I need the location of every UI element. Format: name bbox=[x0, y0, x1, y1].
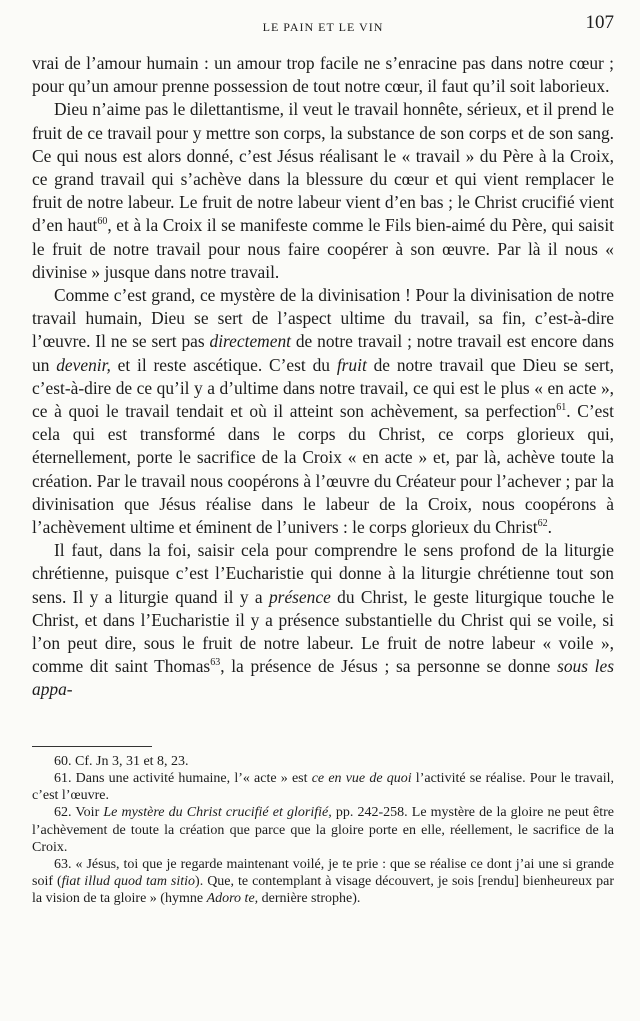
text-run: 60. Cf. Jn 3, 31 et 8, 23. bbox=[54, 753, 189, 769]
text-run: 61. Dans une activité humaine, l’« acte » est bbox=[54, 770, 312, 786]
italic-text: ce en vue de quoi bbox=[311, 770, 412, 786]
text-run: , et à la Croix il se manifeste comme le Fils bien-aimé du Père, qui saisit le fruit de notre travail pour nous faire coopérer à son œuvre. Par là il nous « divinise » jusque dans notre travail. bbox=[32, 215, 614, 282]
text-run: , la présence de Jésus ; sa personne se donne bbox=[220, 656, 558, 677]
text-run: 62. Voir bbox=[54, 805, 104, 821]
italic-text: Adoro te, bbox=[206, 891, 259, 907]
footnote bbox=[32, 770, 614, 804]
footnote-marker: 63 bbox=[210, 657, 221, 669]
footnote-marker: 60 bbox=[97, 216, 108, 228]
text-run: 63. « Jésus, toi que je regarde maintenant voilé, je te prie : que se réalise ce dont j’ai une si grande soif ( bbox=[32, 856, 614, 890]
page-header bbox=[32, 10, 614, 52]
italic-text: Le mystère du Christ crucifié et glorifié, bbox=[103, 805, 332, 821]
body-text bbox=[32, 52, 614, 702]
footnotes bbox=[32, 753, 614, 908]
footnote bbox=[32, 753, 614, 770]
text-run: vrai de l’amour humain : un amour trop facile ne s’enracine pas dans notre cœur ; pour qu’un amour prenne possession de tout notre cœur, il faut qu’il soit laborieux. bbox=[32, 53, 614, 97]
footnote-divider bbox=[32, 746, 152, 747]
text-run: dernière strophe). bbox=[258, 891, 361, 907]
italic-text: directement bbox=[209, 331, 291, 352]
text-run: . C’est cela qui est transformé dans le corps du Christ, ce corps glorieux qui, éternellement, porte le sacrifice de la Croix « en acte » et, par là, achève toute la création. Par le travail nous coopérons à l’œuvre du Créateur pour l’achever ; par la divinisation que Jésus réalise dans le labeur de la Croix, nous coopérons à l’achèvement ultime et éminent de l’univers : le corps glorieux du Christ bbox=[32, 401, 614, 538]
text-run: de notre travail ; notre travail est encore dans un bbox=[32, 331, 614, 375]
text-run: Dieu n’aime pas le dilettantisme, il veut le travail honnête, sérieux, et il prend le fruit de ce travail pour y mettre son corps, la substance de son corps et de son sang. Ce qui nous est alors donné, c’est Jésus réalisant le « travail » du Père à la Croix, ce grand travail qui s’achève dans la blessure du cœur et qui vient remplacer le fruit de notre labeur. Le fruit de notre labeur vient d’en bas ; le Christ crucifié vient d’en haut bbox=[32, 99, 614, 236]
text-run: Comme c’est grand, ce mystère de la divinisation ! Pour la divinisation de notre travail humain, Dieu se sert de l’aspect ultime du travail, sa fin, c’est-à-dire l’œuvre. Il ne se sert pas bbox=[32, 285, 614, 352]
text-run: Il faut, dans la foi, saisir cela pour comprendre le sens profond de la liturgie chrétienne, puisque c’est l’Eucharistie qui donne à la liturgie chrétienne tout son sens. Il y a liturgie quand il y a bbox=[32, 540, 614, 607]
paragraph bbox=[32, 284, 614, 539]
italic-text: devenir, bbox=[56, 354, 111, 375]
text-run: . bbox=[547, 517, 552, 538]
running-title: LE PAIN ET LE VIN bbox=[262, 20, 384, 34]
footnote-marker: 61 bbox=[556, 402, 567, 414]
paragraph bbox=[32, 539, 614, 701]
italic-text: fruit bbox=[336, 354, 367, 375]
book-page bbox=[32, 10, 614, 908]
footnote bbox=[32, 804, 614, 856]
text-run: l’activité se réalise. Pour le travail, c’est l’œuvre. bbox=[32, 770, 614, 804]
text-run: de notre travail que Dieu se sert, c’est-à-dire de ce qu’il y a d’ultime dans notre travail, ce qui est le plus « en acte », ce à quoi le travail tendait et où il atteint son achèvement, sa perfection bbox=[32, 354, 615, 422]
italic-text: présence bbox=[268, 586, 331, 607]
text-run: ). Que, te contemplant à visage découvert, je sois [rendu] bienheureux par la vision de ta gloire » (hymne bbox=[32, 874, 614, 907]
text-run: pp. 242-258. Le mystère de la gloire ne peut être l’achèvement de toute la création que parce que la gloire porte en elle, réellement, le sacrifice de la Croix. bbox=[32, 805, 614, 855]
text-run: et il reste ascétique. C’est du bbox=[110, 354, 337, 375]
footnote-marker: 62 bbox=[537, 518, 548, 530]
page-number: 107 bbox=[585, 12, 614, 33]
italic-text: fiat illud quod tam sitio bbox=[61, 874, 196, 890]
paragraph bbox=[32, 52, 614, 98]
text-run: du Christ, le geste liturgique touche le Christ, et dans l’Eucharistie il y a présence substantielle du Christ qui se voile, si l’on peut dire, sous le fruit de notre labeur. Le fruit de notre labeur « voile », comme dit saint Thomas bbox=[32, 586, 614, 677]
italic-text: sous les appa- bbox=[32, 656, 614, 700]
paragraph bbox=[32, 98, 614, 284]
footnote bbox=[32, 856, 614, 908]
